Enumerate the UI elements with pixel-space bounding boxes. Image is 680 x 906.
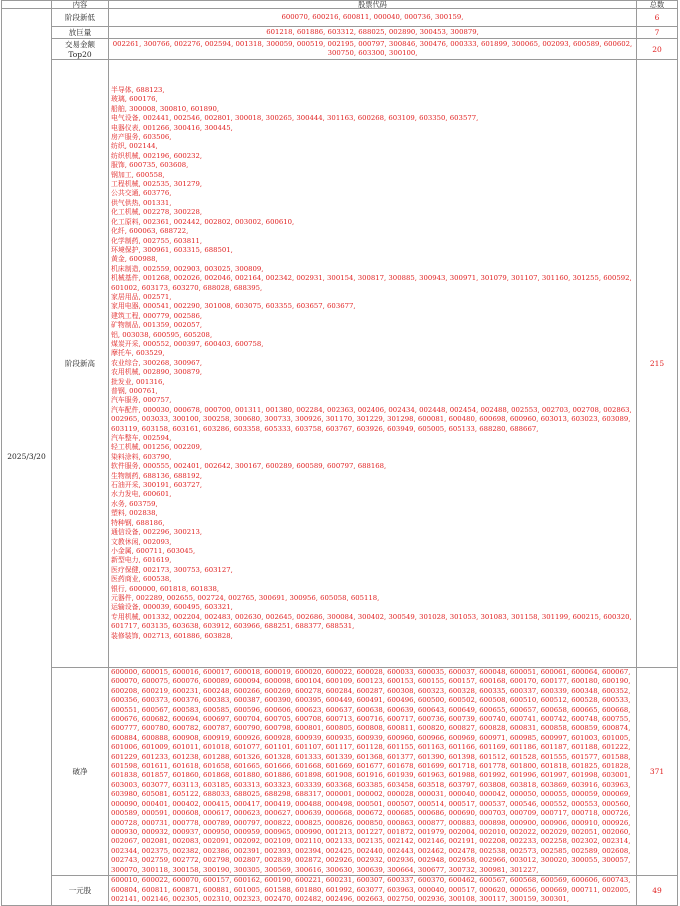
industry-line: 家居用品, 002571, [111,292,172,301]
industry-line: 工程机械, 002535, 301279, [111,180,203,189]
industry-line: 批发业, 001316, [111,377,165,386]
industry-line: 环境保护, 300961, 603315, 688501, [111,245,233,254]
industry-line: 文教休闲, 002093, [111,537,172,546]
total-netbreak: 371 [637,668,678,876]
industry-line: 房产服务, 603506, [111,133,172,142]
table-header-row [2,1,678,9]
industry-line: 医药商业, 600538, [111,575,172,584]
industry-line: 小金属, 600711, 603045, [111,546,196,555]
industry-line: 船舶, 300008, 300810, 601890, [111,104,220,113]
industry-line: 电器仪表, 001266, 300416, 300445, [111,123,233,132]
industry-line: 黄金, 600988, [111,255,158,264]
industry-line: 半导体, 688123, [111,86,165,95]
industry-line: 建筑工程, 000779, 002586, [111,311,203,320]
industry-line: 煤炭开采, 000552, 000397, 600403, 600758, [111,339,264,348]
industry-line: 元器件, 002289, 002655, 002724, 002765, 300691, 300956, 605058, 605118, [111,593,380,602]
codes-volume: 601218, 601886, 603312, 688025, 002890, 300453, 300879, [109,27,637,39]
industry-line: 特种钢, 688186, [111,518,165,527]
industry-line: 化工原料, 002361, 002442, 002802, 003002, 600610, [111,217,295,226]
industry-line: 化工机械, 002278, 300228, [111,208,203,217]
industry-list [111,86,634,641]
category-high: 阶段新高 [52,60,109,668]
industry-line: 普钢, 000761, [111,387,158,396]
codes-low: 600070, 600216, 600811, 000040, 000736, 300159, [109,9,637,27]
industry-line: 石油开采, 300191, 603727, [111,481,203,490]
industry-line: 汽车整车, 002594, [111,434,172,443]
industry-line: 汽车配件, 000030, 000678, 000700, 001311, 001380, 002284, 002363, 002406, 002434, 002448, 002454, 002488, 002553, 002703, 002708, 002863, 002965, 003033, 300100, 300258, 300680, 300733, 300926, 301170, 301229, 301298, 600081, 600480, 600698, 600960, 603013, 603023, 603089, 603119, 603158, 603161, 603286, 603358, 605333, 603758, 603767, 603926, 603949, 605005, 605133, 688280, 688667, [111,405,632,433]
total-high: 215 [637,60,678,668]
header-category: 内容 [52,1,109,9]
category-low: 阶段新低 [52,9,109,27]
industry-line: 生物制药, 688136, 688192, [111,471,203,480]
industry-line: 轻工机械, 001256, 002209, [111,443,203,452]
industry-line: 钢加工, 600558, [111,170,165,179]
total-volume: 7 [637,27,678,39]
industry-line: 水力发电, 600601, [111,490,172,499]
industry-line: 运输设备, 000039, 600495, 603321, [111,603,233,612]
industry-line: 纺织, 002144, [111,142,158,151]
industry-line: 矿物制品, 001359, 002057, [111,321,203,330]
industry-line: 机床制造, 002559, 002903, 003025, 300809, [111,264,264,273]
industry-line: 铝, 003038, 600595, 605208, [111,330,213,339]
industry-line: 化纤, 600063, 688722, [111,227,189,236]
industry-line: 塑料, 002838, [111,509,158,518]
codes-high [109,60,637,668]
industry-line: 纺织机械, 002196, 600232, [111,151,203,160]
industry-line: 农用机械, 002890, 300879, [111,368,203,377]
table-row-low [2,9,678,27]
category-netbreak: 破净 [52,668,109,876]
header-total: 总数 [637,1,678,9]
category-onecny: 一元股 [52,875,109,905]
table-row-netbreak [2,668,678,876]
total-onecny: 49 [637,875,678,905]
category-volume: 放巨量 [52,27,109,39]
table-row-onecny [2,875,678,905]
stock-summary-table [1,0,678,906]
industry-line: 摩托车, 603529, [111,349,165,358]
category-turnover: 交易金额Top20 [52,39,109,60]
industry-line: 电气设备, 002441, 002546, 002801, 300018, 300265, 300444, 301163, 600268, 603109, 603350, 603577, [111,114,479,123]
industry-line: 软件服务, 000555, 002401, 002642, 300167, 600289, 600589, 600797, 688168, [111,462,387,471]
industry-line: 机械基件, 001268, 002026, 002046, 002164, 002342, 002931, 300154, 300817, 300885, 300943, 300971, 301079, 301107, 301160, 301255, 600592, 601002, 603173, 603270, 688028, 688395, [111,274,632,292]
total-turnover: 20 [637,39,678,60]
codes-turnover: 002261, 300766, 002276, 002594, 001318, 300059, 000519, 002195, 000797, 300846, 300476, 000333, 601899, 300065, 002093, 600589, 600602, 300750, 603300, 300100, [109,39,637,60]
codes-netbreak: 600000, 600015, 600016, 600017, 600018, 600019, 600020, 600022, 600028, 600033, 600035, 600037, 600048, 600051, 600061, 600064, 600067, 600070, 600075, 600076, 600089, 600094, 600098, 600104, 600109, 600123, 600153, 600155, 600157, 600168, 600170, 600177, 600180, 600190, 600208, 600219, 600231, 600248, 600266, 600269, 600278, 600284, 600287, 600308, 600323, 600328, 600335, 600337, 600339, 600348, 600352, 600356, 600373, 600376, 600383, 600387, 600390, 600395, 600449, 600491, 600496, 600500, 600502, 600508, 600510, 600512, 600528, 600533, 600551, 600567, 600583, 600585, 600596, 600606, 600623, 600637, 600638, 600639, 600643, 600649, 600655, 600657, 600658, 600665, 600668, 600676, 600682, 600694, 600697, 600704, 600705, 600708, 600713, 600716, 600717, 600736, 600739, 600740, 600741, 600742, 600748, 600755, 600777, 600780, 600782, 600787, 600790, 600798, 600801, 600805, 600808, 600811, 600820, 600827, 600828, 600831, 600858, 600859, 600874, 600884, 600888, 600908, 600919, 600926, 600928, 600939, 600935, 600939, 600960, 600966, 600969, 600971, 600985, 600997, 601003, 601005, 601006, 601009, 601011, 601018, 601077, 601101, 601107, 601117, 601128, 601155, 601163, 601166, 601169, 601186, 601187, 601188, 601222, 601229, 601233, 601238, 601288, 601326, 601328, 601333, 601339, 601368, 601377, 601390, 601398, 601512, 601528, 601555, 601577, 601588, 601598, 601611, 601618, 601658, 601665, 601666, 601668, 601669, 601677, 601678, 601699, 601718, 601778, 601800, 601818, 601825, 601828, 601838, 601857, 601860, 601868, 601880, 601886, 601898, 601908, 601916, 601939, 601963, 601988, 601992, 601996, 601997, 601998, 603001, 603003, 603077, 603113, 603185, 603313, 603323, 603339, 603368, 603385, 603458, 603518, 603797, 603808, 603818, 603869, 603916, 603963, 603980, 605081, 605122, 688033, 688025, 688298, 688317, 000001, 000002, 000028, 000031, 000040, 000042, 000050, 000055, 000059, 000069, 000090, 000401, 000402, 000415, 000417, 000419, 000488, 000498, 000501, 000507, 000514, 000517, 000537, 000546, 000552, 000553, 000560, 000589, 000591, 000608, 000617, 000623, 000627, 000639, 000668, 000672, 000685, 000686, 000690, 000703, 000709, 000717, 000718, 000726, 000728, 000731, 000778, 000789, 000797, 000822, 000825, 000826, 000850, 000863, 000877, 000883, 000898, 000900, 000906, 000910, 000926, 000930, 000932, 000937, 000950, 000959, 000965, 000990, 001213, 001227, 001872, 001979, 002004, 002010, 002022, 002029, 002051, 002060, 002067, 002081, 002083, 002091, 002092, 002109, 002110, 002133, 002135, 002142, 002146, 002191, 002208, 002233, 002258, 002302, 002314, 002344, 002375, 002382, 002386, 002391, 002393, 002394, 002425, 002440, 002443, 002462, 002478, 002538, 002573, 002585, 002589, 002608, 002743, 002759, 002772, 002798, 002807, 002839, 002872, 002926, 002932, 002936, 002948, 002958, 002966, 003012, 300020, 300055, 300057, 300070, 300118, 300158, 300190, 300305, 300569, 300616, 300630, 300639, 300664, 300677, 300732, 300981, 301227, [109,668,637,876]
industry-line: 供气供热, 001331, [111,198,172,207]
industry-line: 家用电器, 000541, 002290, 301008, 603075, 603355, 603657, 603677, [111,302,356,311]
industry-line: 专用机械, 001332, 002204, 002483, 002630, 002645, 002686, 300084, 300402, 300549, 301028, 301053, 301083, 301158, 301199, 600215, 600320, 601717, 603135, 603638, 603912, 603966, 688251, 688377, 688531, [111,612,632,631]
date-cell: 2025/3/20 [2,9,52,906]
industry-line: 通信设备, 002296, 300213, [111,528,203,537]
industry-line: 装修装饰, 002713, 601886, 603828, [111,631,233,640]
industry-line: 医疗保健, 002173, 300753, 603127, [111,565,233,574]
industry-line: 化学制药, 002755, 603811, [111,236,203,245]
header-codes: 股票代码 [109,1,637,9]
industry-line: 玻璃, 600176, [111,95,158,104]
industry-line: 汽车服务, 000757, [111,396,172,405]
total-low: 6 [637,9,678,27]
industry-line: 染料涂料, 603790, [111,452,172,461]
industry-line: 公共交通, 603776, [111,189,172,198]
table-row-high [2,60,678,668]
industry-line: 水务, 603759, [111,499,158,508]
industry-line: 农业综合, 300268, 300967, [111,358,203,367]
header-date [2,1,52,9]
codes-onecny: 600010, 600022, 600070, 600157, 600162, 600190, 600221, 600231, 600307, 600337, 600370, 600462, 600567, 600568, 600569, 600606, 600743, 600804, 600811, 600871, 600881, 601005, 601588, 601880, 601992, 603077, 603963, 000040, 000517, 000620, 000656, 000669, 000711, 002005, 002141, 002146, 002305, 002310, 002323, 002470, 002482, 002496, 002663, 002750, 002936, 300108, 300117, 300159, 300301, [109,875,637,905]
industry-line: 新型电力, 601619, [111,556,172,565]
table-row-turnover [2,39,678,60]
industry-line: 服饰, 600735, 603608, [111,161,189,170]
industry-line: 银行, 600000, 601818, 601838, [111,584,220,593]
table-row-volume [2,27,678,39]
